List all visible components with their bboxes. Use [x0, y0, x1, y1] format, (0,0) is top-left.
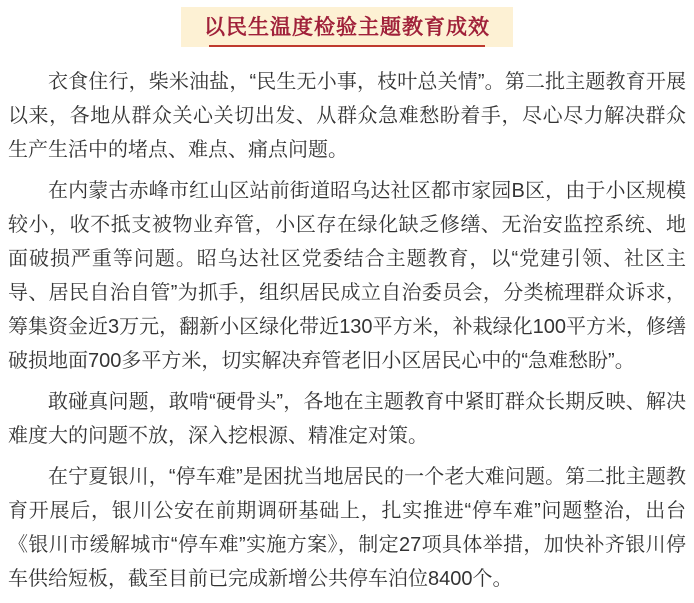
- article-title: 以民生温度检验主题教育成效: [181, 7, 513, 47]
- article-header: [0, 0, 694, 47]
- title-divider: [209, 45, 485, 47]
- paragraph: 在宁夏银川，“停车难”是困扰当地居民的一个老大难问题。第二批主题教育开展后，银川公安在前期调研基础上，扎实推进“停车难”问题整治，出台《银川市缓解城市“停车难”实施方案》，制定27项具体举措，加快补齐银川停车供给短板，截至目前已完成新增公共停车泊位8400个。: [8, 466, 686, 590]
- paragraph: 在内蒙古赤峰市红山区站前街道昭乌达社区都市家园B区，由于小区规模较小，收不抵支被物业弃管，小区存在绿化缺乏修缮、无治安监控系统、地面破损严重等问题。昭乌达社区党委结合主题教育，以“党建引领、社区主导、居民自治自管”为抓手，组织居民成立自治委员会，分类梳理群众诉求，筹集资金近3万元，翻新小区绿化带近130平方米，补栽绿化100平方米，修缮破损地面700多平方米，切实解决弃管老旧小区居民心中的“急难愁盼”。: [8, 180, 686, 372]
- article-body: [0, 47, 694, 596]
- paragraph: 敢碰真问题，敢啃“硬骨头”，各地在主题教育中紧盯群众长期反映、解决难度大的问题不放，深入挖根源、精准定对策。: [8, 391, 686, 447]
- paragraph: 衣食住行，柴米油盐，“民生无小事，枝叶总关情”。第二批主题教育开展以来，各地从群众关心关切出发、从群众急难愁盼着手，尽心尽力解决群众生产生活中的堵点、难点、痛点问题。: [8, 71, 686, 161]
